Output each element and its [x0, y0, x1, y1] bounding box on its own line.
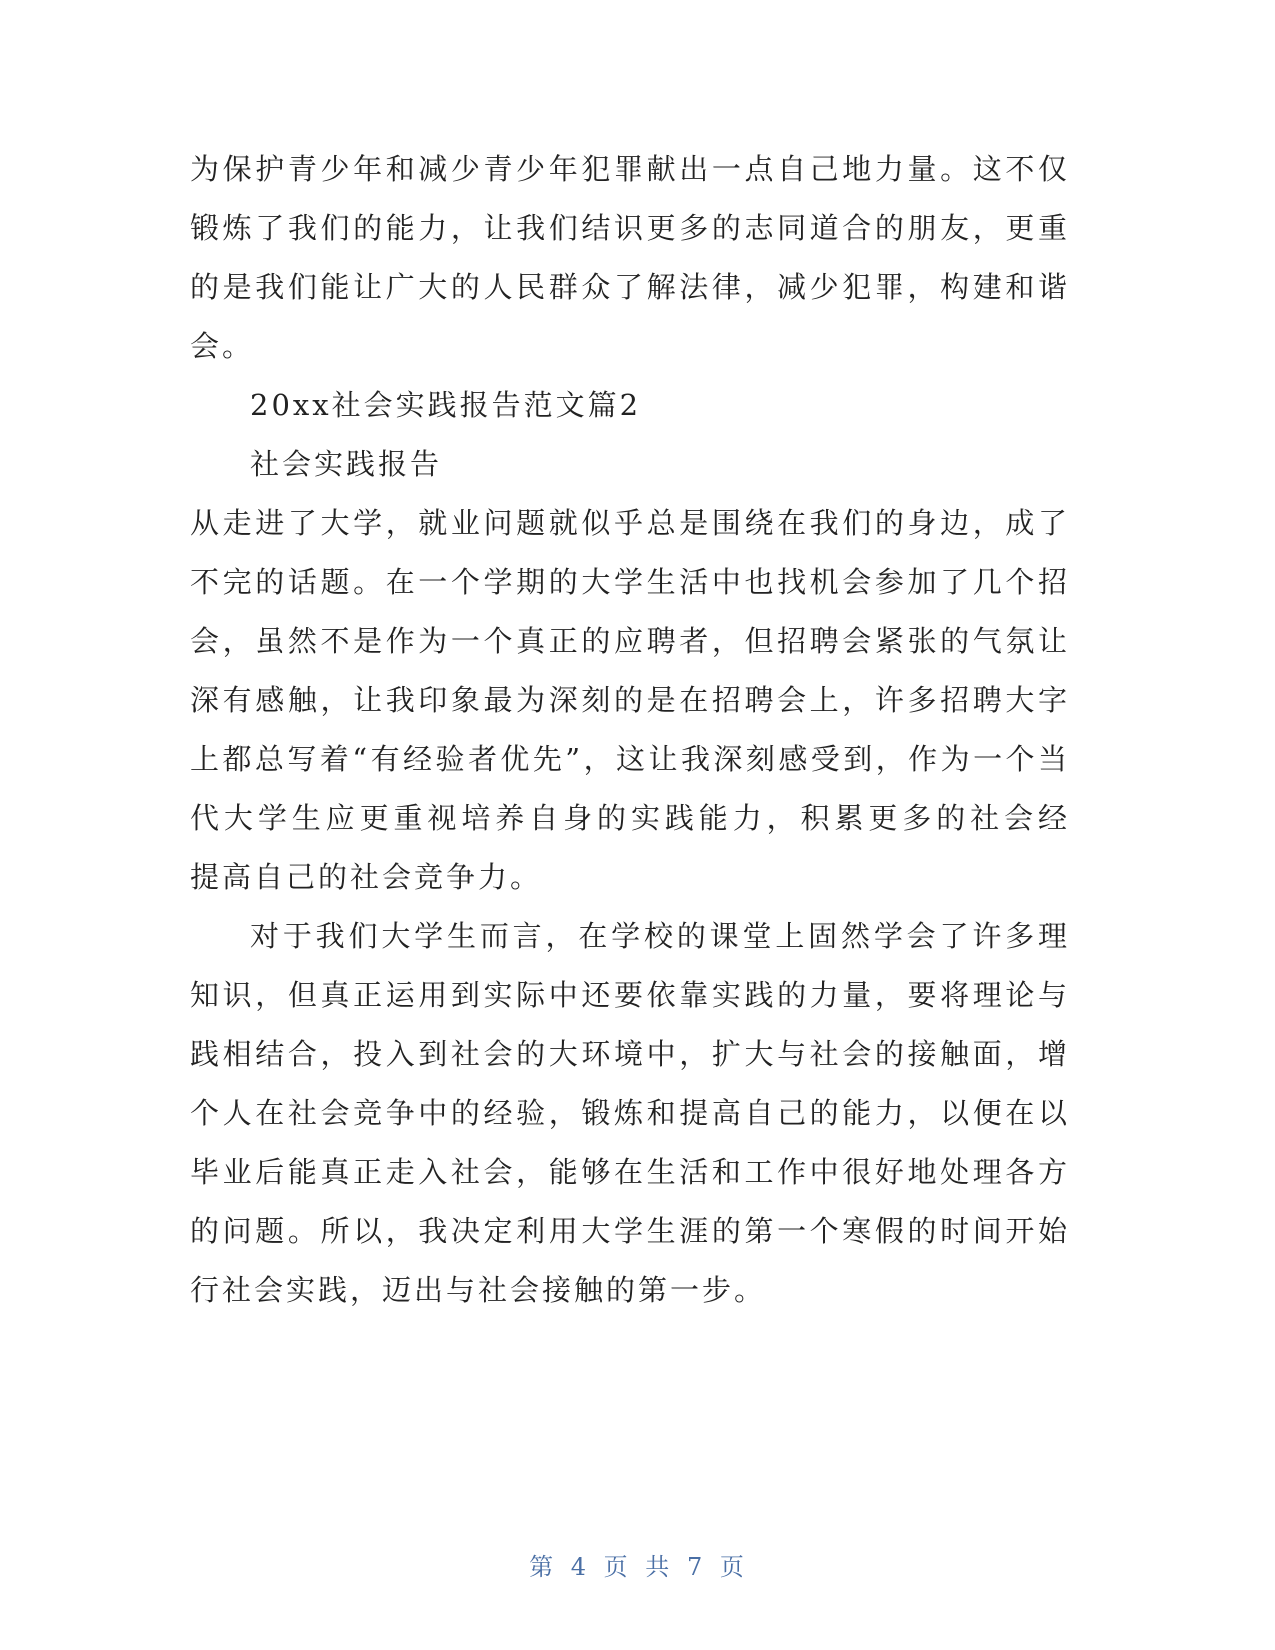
document-body — [190, 140, 1070, 1320]
text-line: 锻炼了我们的能力，让我们结识更多的志同道合的朋友，更重 — [190, 211, 1070, 245]
text-line: 代大学生应更重视培养自身的实践能力，积累更多的社会经 — [190, 801, 1070, 835]
text-line: 不完的话题。在一个学期的大学生活中也找机会参加了几个招 — [190, 565, 1070, 599]
text-line: 深有感触，让我印象最为深刻的是在招聘会上，许多招聘大字 — [190, 683, 1070, 717]
text-line: 会。 — [190, 329, 255, 363]
report-title: 社会实践报告 — [250, 447, 443, 481]
text-line: 个人在社会竞争中的经验，锻炼和提高自己的能力，以便在以 — [190, 1096, 1070, 1130]
text-line: 行社会实践，迈出与社会接触的第一步。 — [190, 1273, 767, 1307]
text-line: 为保护青少年和减少青少年犯罪献出一点自己地力量。这不仅 — [190, 152, 1070, 186]
text-line: 的是我们能让广大的人民群众了解法律，减少犯罪，构建和谐 — [190, 270, 1070, 304]
text-line: 提高自己的社会竞争力。 — [190, 860, 543, 894]
text-line: 毕业后能真正走入社会，能够在生活和工作中很好地处理各方 — [190, 1155, 1070, 1189]
text-line: 上都总写着“有经验者优先”，这让我深刻感受到，作为一个当 — [190, 742, 1070, 776]
text-line: 从走进了大学，就业问题就似乎总是围绕在我们的身边，成了 — [190, 506, 1070, 540]
text-line: 的问题。所以，我决定利用大学生涯的第一个寒假的时间开始 — [190, 1214, 1070, 1248]
section-heading: 20xx社会实践报告范文篇2 — [250, 388, 642, 422]
text-line: 知识，但真正运用到实际中还要依靠实践的力量，要将理论与 — [190, 978, 1070, 1012]
page-number-footer: 第 4 页 共 7 页 — [529, 1553, 746, 1581]
text-line: 践相结合，投入到社会的大环境中，扩大与社会的接触面，增 — [190, 1037, 1070, 1071]
text-line: 会，虽然不是作为一个真正的应聘者，但招聘会紧张的气氛让 — [190, 624, 1070, 658]
text-line: 对于我们大学生而言，在学校的课堂上固然学会了许多理 — [250, 919, 1070, 953]
